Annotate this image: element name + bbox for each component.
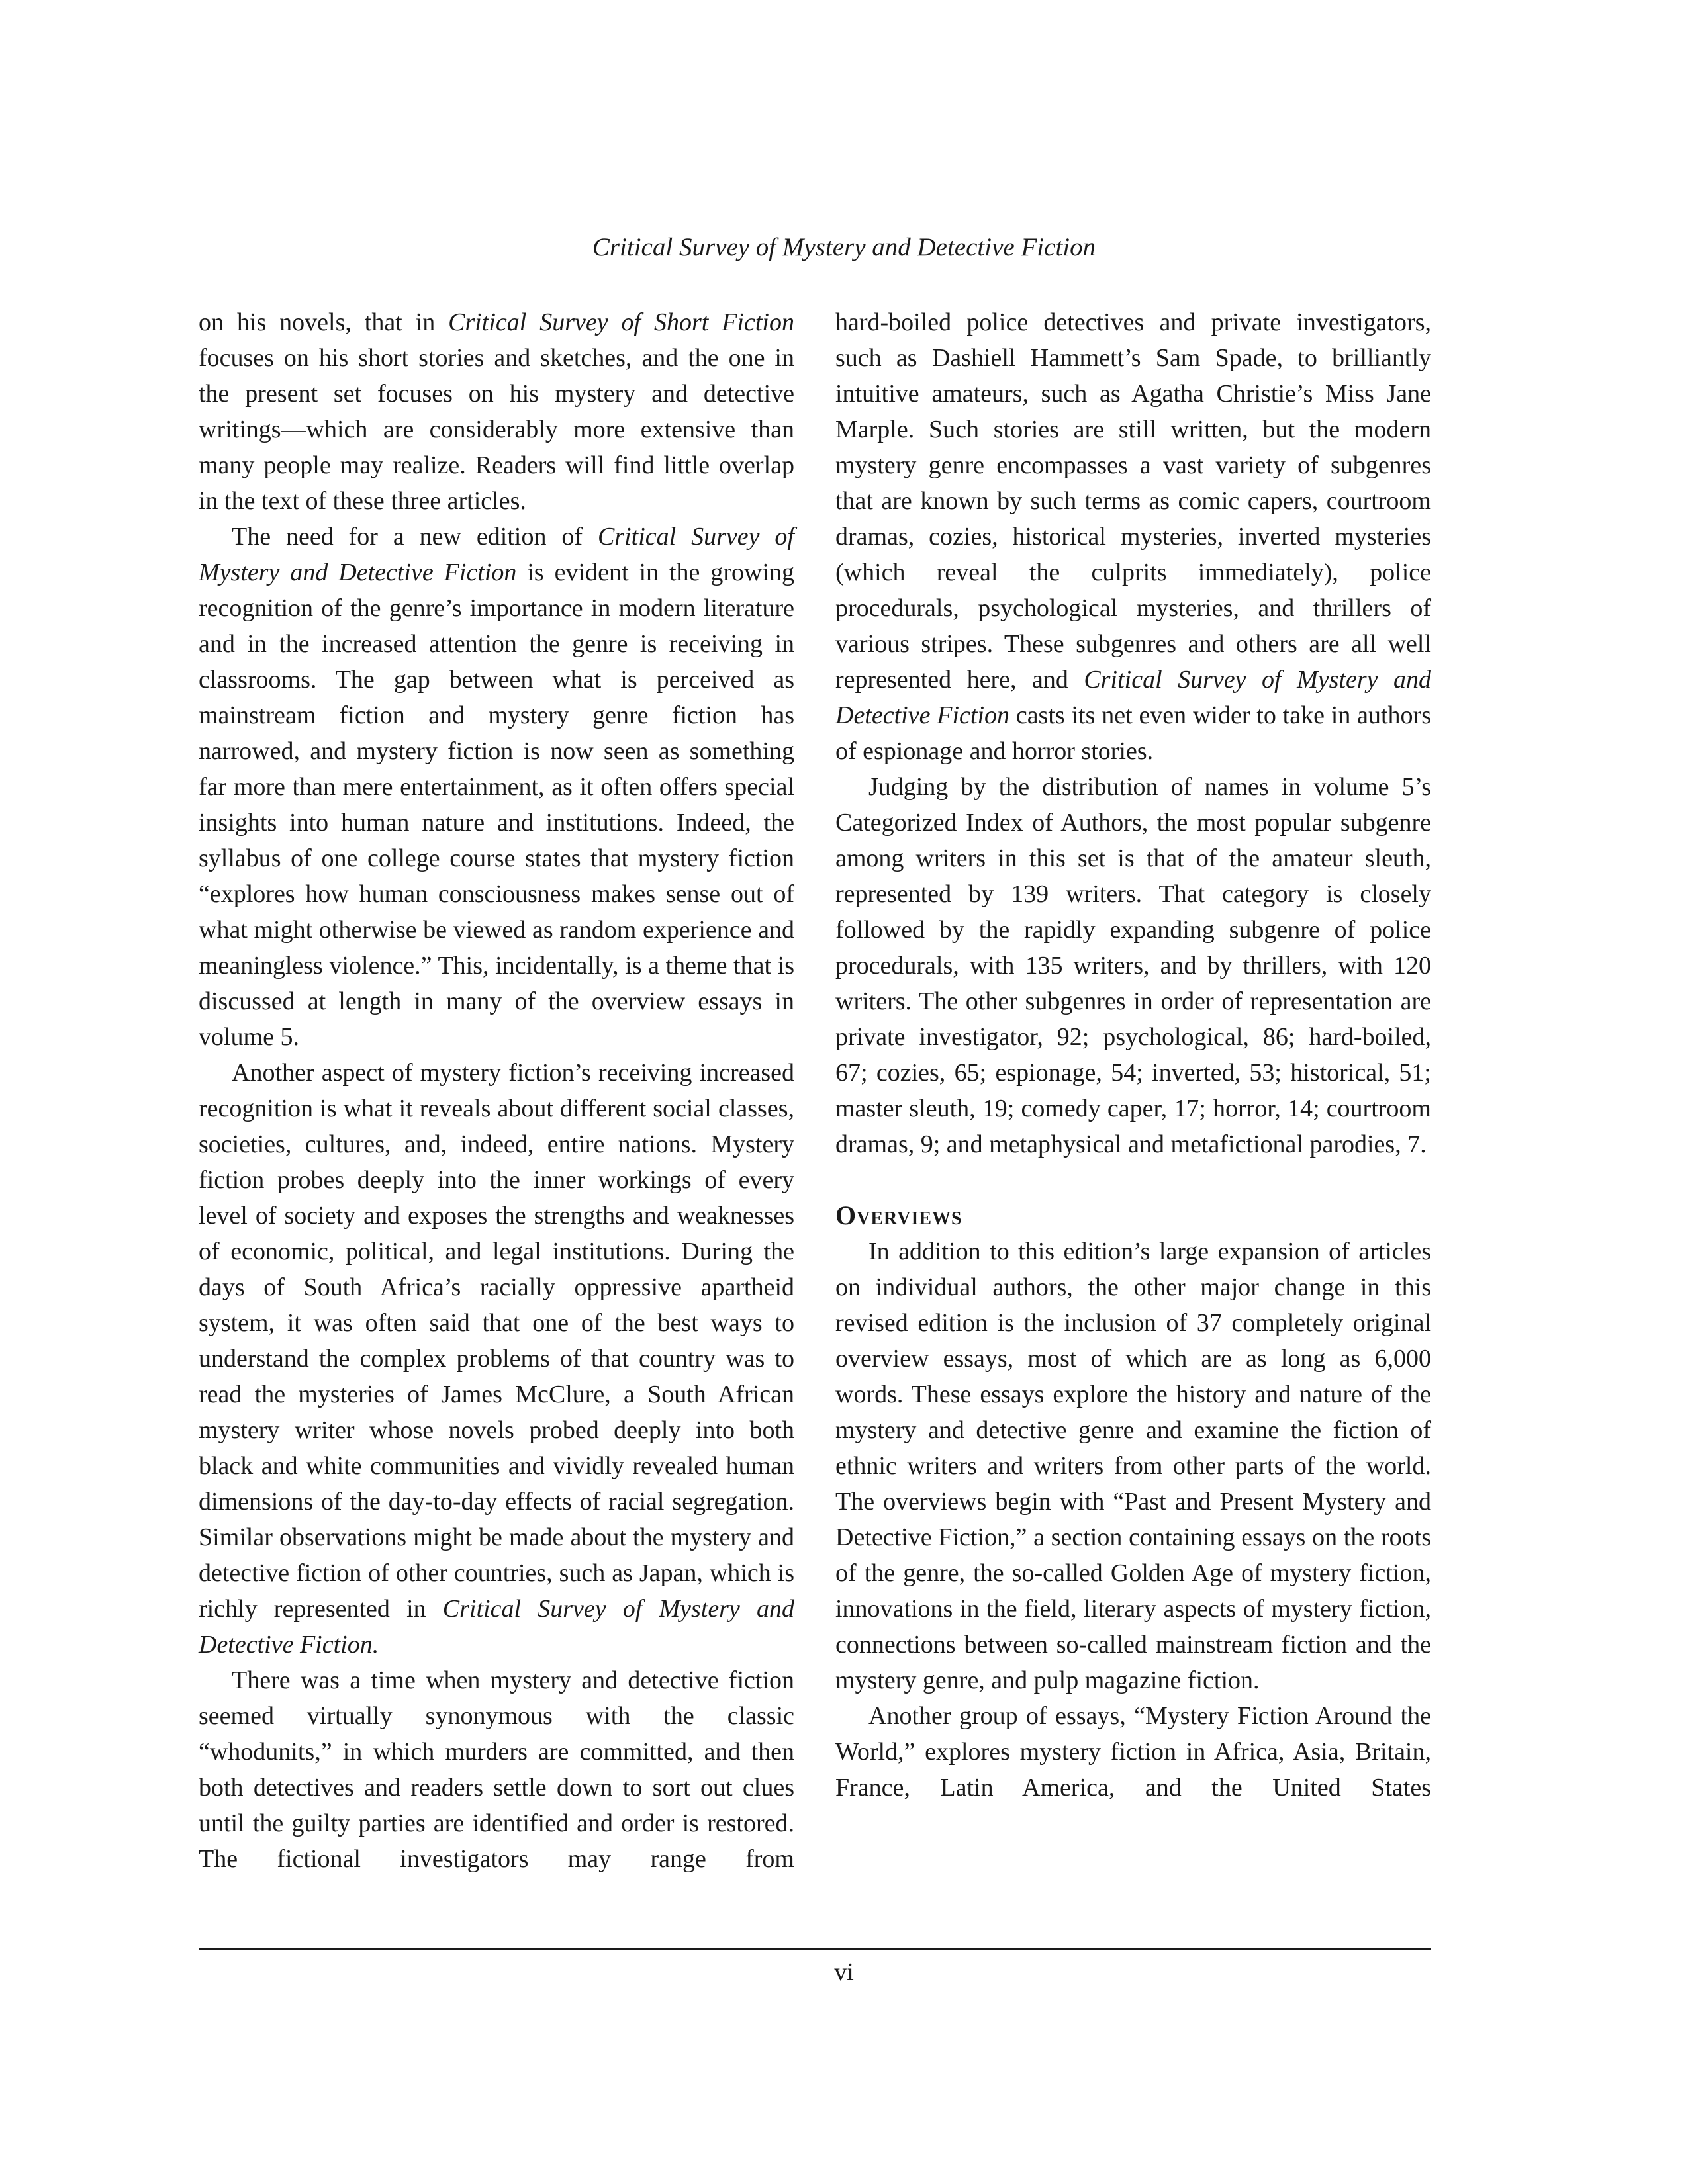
text-run: hard-boiled police detectives and private investigators, such as Dashiell Hammett’s Sam Spade, to brilliantly intuitive amateurs, such as Agatha Christie’s Miss Jane Marple. Such stories are still written, but the modern mystery genre encompasses a vast variety of subgenres that are known by such terms as comic capers, courtroom dramas, cozies, historical mysteries, inverted mysteries (which reveal the culprits immediately), police procedurals, psychological mysteries, and thrillers of various stripes. These subgenres and others are all well represented here, and — [835, 308, 1431, 694]
text-run: on his novels, that in — [199, 308, 449, 336]
left-paragraph-4 — [199, 1662, 794, 1877]
text-run: There was a time when mystery and detective fiction seemed virtually synonymous with the classic “whodunits,” in which murders are committed, and then both detectives and readers settle down to sort out clues until the guilty parties are identified and order is restored. The fictional investigators may range from — [199, 1666, 794, 1873]
text-run: The need for a new edition of — [232, 523, 598, 551]
left-column — [199, 304, 794, 1877]
left-paragraph-3 — [199, 1055, 794, 1662]
footer-rule — [199, 1948, 1431, 1950]
page-number: vi — [834, 1958, 854, 1986]
text-run: Judging by the distribution of names in volume 5’s Categorized Index of Authors, the most popular subgenre among writers in this set is that of the amateur sleuth, represented by 139 writers. That category is closely followed by the rapidly expanding subgenre of police procedurals, with 135 writers, and by thrillers, with 120 writers. The other subgenres in order of representation are private investigator, 92; psychological, 86; hard-boiled, 67; cozies, 65; espionage, 54; inverted, 53; historical, 51; master sleuth, 19; comedy caper, 17; horror, 14; courtroom dramas, 9; and metaphysical and metafictional parodies, 7. — [835, 773, 1431, 1158]
running-head: Critical Survey of Mystery and Detective Fiction — [592, 233, 1096, 261]
text-run: focuses on his short stories and sketches, and the one in the present set focuses on his mystery and detective writings—which are considerably more extensive than many people may realize. Readers will find little overlap in the text of these three articles. — [199, 344, 794, 515]
left-paragraph-1 — [199, 304, 794, 519]
right-paragraph-3 — [835, 1234, 1431, 1698]
book-title: Critical Survey of Mystery and Detective Fiction — [199, 523, 794, 586]
left-paragraph-2 — [199, 519, 794, 1055]
book-title: Critical Survey of Mystery and Detective Fiction. — [199, 1595, 795, 1659]
right-paragraph-2 — [835, 769, 1431, 1162]
book-title: Critical Survey of Mystery and Detective Fiction — [835, 666, 1432, 729]
text-run: In addition to this edition’s large expansion of articles on individual authors, the other major change in this revised edition is the inclusion of 37 completely original overview essays, most of which are as long as 6,000 words. These essays explore the history and nature of the mystery and detective genre and examine the fiction of ethnic writers and writers from other parts of the world. The overviews begin with “Past and Present Mystery and Detective Fiction,” a section containing essays on the roots of the genre, the so-called Golden Age of mystery fiction, innovations in the field, literary aspects of mystery fiction, connections between so-called mainstream fiction and the mystery genre, and pulp magazine fiction. — [835, 1238, 1431, 1694]
text-run: Another group of essays, “Mystery Fiction Around the World,” explores mystery fiction in Africa, Asia, Britain, France, Latin America, and the United States — [835, 1702, 1431, 1801]
section-heading-overviews: Overviews — [835, 1201, 962, 1230]
book-title: Critical Survey of Short Fiction — [448, 308, 794, 336]
text-run: casts its net even wider to take in authors of espionage and horror stories. — [835, 702, 1432, 765]
right-paragraph-4 — [835, 1698, 1431, 1805]
text-run: Another aspect of mystery fiction’s receiving increased recognition is what it reveals about different social classes, societies, cultures, and, indeed, entire nations. Mystery fiction probes deeply into the inner workings of every level of society and exposes the strengths and weaknesses of economic, political, and legal institutions. During the days of South Africa’s racially oppressive apartheid system, it was often said that one of the best ways to understand the complex problems of that country was to read the mysteries of James McClure, a South African mystery writer whose novels probed deeply into both black and white communities and vividly revealed human dimensions of the day-to-day effects of racial segregation. Similar observations might be made about the mystery and detective fiction of other countries, such as Japan, which is richly represented in — [199, 1059, 794, 1623]
right-paragraph-1 — [835, 304, 1431, 769]
right-column — [835, 304, 1431, 1805]
text-run: is evident in the growing recognition of the genre’s importance in modern literature and in the increased attention the genre is receiving in classrooms. The gap between what is perceived as mainstream fiction and mystery genre fiction has narrowed, and mystery fiction is now seen as something far more than mere entertainment, as it often offers special insights into human nature and institutions. Indeed, the syllabus of one college course states that mystery fiction “explores how human consciousness makes sense out of what might otherwise be viewed as random experience and meaningless violence.” This, incidentally, is a theme that is discussed at length in many of the overview essays in volume 5. — [199, 559, 794, 1051]
